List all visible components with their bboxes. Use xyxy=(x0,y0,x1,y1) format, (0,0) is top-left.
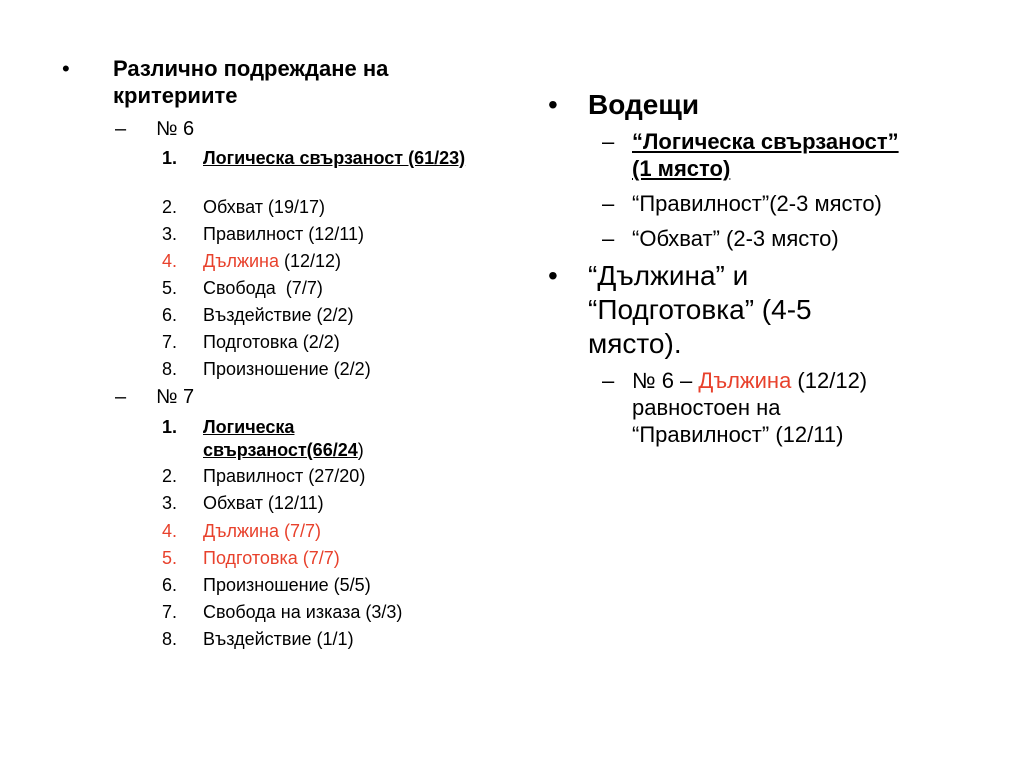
item-number: 1. xyxy=(162,148,178,168)
bullet-icon: • xyxy=(62,56,70,81)
item-text: Въздействие (1/1) xyxy=(203,629,354,649)
dash-icon: – xyxy=(115,118,127,140)
note-line-3: “Правилност” (12/11) xyxy=(632,422,844,447)
item-text: Дължина (7/7) xyxy=(203,521,322,541)
equivalence-note xyxy=(632,367,992,448)
group-label-7: № 7 xyxy=(156,386,195,408)
item-number: 8. xyxy=(162,629,178,649)
note-line-2: равностоен на xyxy=(632,395,781,420)
item-text: Въздействие (2/2) xyxy=(203,305,354,325)
bullet-icon: • xyxy=(548,260,558,291)
dash-icon: – xyxy=(602,226,615,251)
item-text: Произношение (5/5) xyxy=(203,575,371,595)
dash-icon: – xyxy=(115,386,127,408)
second-line-1: “Дължина” и xyxy=(588,260,749,291)
dash-icon: – xyxy=(602,191,615,216)
item-text: ) xyxy=(357,440,364,460)
second-line-2: “Подготовка” (4-5 xyxy=(588,294,812,325)
left-heading: Различно подреждане на критериите xyxy=(113,56,389,108)
item-text: Свобода (7/7) xyxy=(203,278,323,298)
item-text: Логическа свързаност (61/23) xyxy=(203,148,466,168)
note-value: (12/12) xyxy=(791,368,868,393)
item-text: Правилност (27/20) xyxy=(203,466,366,486)
leaders-title: Водещи xyxy=(588,89,700,120)
item-text: Подготовка (7/7) xyxy=(203,548,340,568)
item-number: 6. xyxy=(162,575,178,595)
item-text: Подготовка (2/2) xyxy=(203,332,340,352)
item-text: Логическа xyxy=(203,417,295,437)
dash-icon: – xyxy=(602,129,615,154)
item-number: 1. xyxy=(162,417,178,437)
dash-icon: – xyxy=(602,368,615,393)
item-number: 7. xyxy=(162,602,178,622)
leader-first-line: “Логическа свързаност” xyxy=(632,129,899,154)
leader-third: “Обхват” (2-3 място) xyxy=(632,226,839,251)
item-text: Обхват (19/17) xyxy=(203,197,325,217)
item-number: 6. xyxy=(162,305,178,325)
leader-first-place: (1 място) xyxy=(632,156,731,181)
item-text: Свобода на изказа (3/3) xyxy=(203,602,403,622)
leader-second: “Правилност”(2-3 място) xyxy=(632,191,882,216)
item-number: 4. xyxy=(162,251,178,271)
item-number: 5. xyxy=(162,548,178,568)
item-number: 2. xyxy=(162,197,178,217)
item-text: Произношение (2/2) xyxy=(203,359,371,379)
second-line-3: място). xyxy=(588,328,682,359)
item-text: (12/12) xyxy=(279,251,342,271)
item-text: Правилност (12/11) xyxy=(203,224,364,244)
note-prefix: № 6 – xyxy=(632,368,699,393)
group-label-6: № 6 xyxy=(156,118,195,140)
item-text-highlight: Дължина xyxy=(203,251,279,271)
leader-first xyxy=(632,128,992,182)
item-number: 4. xyxy=(162,521,178,541)
length-preparation-text xyxy=(588,259,988,361)
item-text: свързаност(66/24 xyxy=(203,440,358,460)
item-number: 3. xyxy=(162,493,178,513)
item-number: 3. xyxy=(162,224,178,244)
item-number: 2. xyxy=(162,466,178,486)
note-highlight: Дължина xyxy=(698,368,792,393)
item-text: Обхват (12/11) xyxy=(203,493,324,513)
item-number: 7. xyxy=(162,332,178,352)
item-number: 5. xyxy=(162,278,178,298)
item-number: 8. xyxy=(162,359,178,379)
bullet-icon: • xyxy=(548,89,558,120)
